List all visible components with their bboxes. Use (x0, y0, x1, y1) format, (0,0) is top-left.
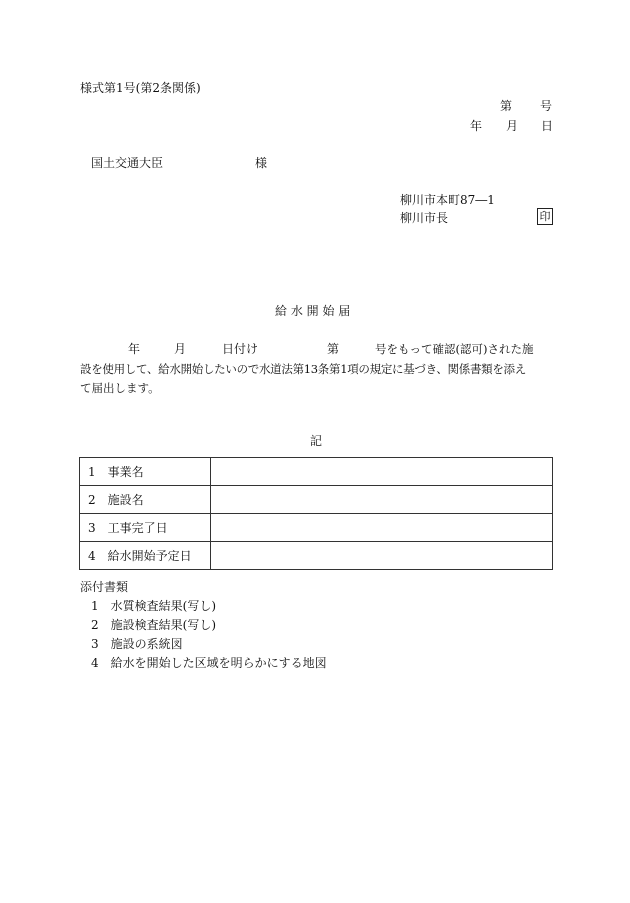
body-month: 月 (174, 342, 187, 356)
addressee-name: 国土交通大臣 (91, 156, 164, 170)
date-day: 日 (541, 119, 554, 133)
item-value (211, 486, 553, 514)
item-label: 2 施設名 (80, 486, 211, 514)
list-item: 4 給水を開始した区域を明らかにする地図 (91, 656, 327, 670)
list-item: 2 施設検査結果(写し) (91, 618, 216, 632)
sender-title: 柳川市長 (400, 211, 449, 225)
body-line3: て届出します。 (80, 381, 160, 395)
date-month: 月 (506, 119, 519, 133)
item-value (211, 514, 553, 542)
table-row (80, 542, 553, 570)
body-dated: 日付け (222, 342, 259, 356)
addressee-honorific: 様 (255, 156, 268, 170)
body-line1-rest: 号をもって確認(認可)された施 (375, 342, 534, 356)
date-year: 年 (470, 119, 483, 133)
item-value (211, 542, 553, 570)
table-row (80, 486, 553, 514)
seal-box: 印 (537, 208, 553, 225)
form-number: 様式第1号(第2条関係) (80, 81, 201, 95)
items-table (79, 457, 553, 570)
item-label: 1 事業名 (80, 458, 211, 486)
table-row (80, 514, 553, 542)
body-year: 年 (128, 342, 141, 356)
ki-heading: 記 (310, 434, 323, 448)
doc-number-dai: 第 (500, 99, 513, 113)
sender-address: 柳川市本町87―1 (400, 193, 495, 207)
body-line2: 設を使用して、給水開始したいので水道法第13条第1項の規定に基づき、関係書類を添え (80, 362, 526, 376)
item-label: 3 工事完了日 (80, 514, 211, 542)
attachments-heading: 添付書類 (80, 580, 129, 594)
item-value (211, 458, 553, 486)
list-item: 3 施設の系統図 (91, 637, 183, 651)
table-row (80, 458, 553, 486)
doc-number-go: 号 (540, 99, 553, 113)
document-title: 給 水 開 始 届 (275, 304, 351, 318)
list-item: 1 水質検査結果(写し) (91, 599, 216, 613)
body-dai: 第 (327, 342, 340, 356)
item-label: 4 給水開始予定日 (80, 542, 211, 570)
